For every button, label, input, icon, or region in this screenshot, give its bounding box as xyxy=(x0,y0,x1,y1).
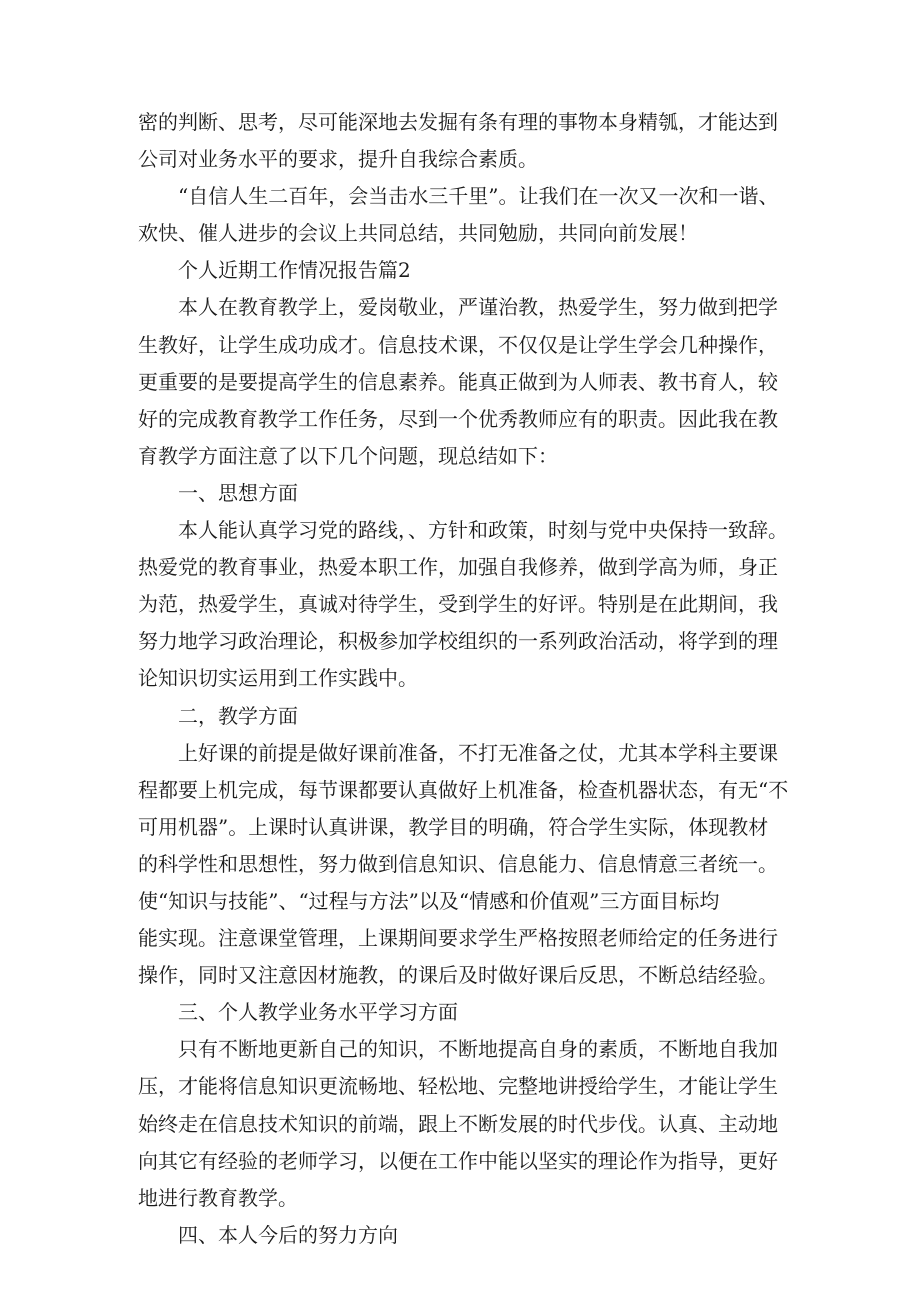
text-line: 程都要上机完成，每节课都要认真做好上机准备，检查机器状态，有无“不 xyxy=(138,777,789,802)
paragraph-start-line: 本人在教育教学上，爱岗敬业，严谨治教，热爱学生，努力做到把学 xyxy=(178,295,778,320)
text-line: 热爱党的教育事业，热爱本职工作，加强自我修养，做到学高为师，身正 xyxy=(138,555,778,580)
text-line: 密的判断、思考，尽可能深地去发掘有条有理的事物本身精瓠，才能达到 xyxy=(138,110,778,134)
paragraph-start-line: 只有不断地更新自己的知识，不断地提高自身的素质，不断地自我加 xyxy=(178,1037,778,1062)
paragraph-start-line: 三、个人教学业务水平学习方面 xyxy=(178,1000,458,1025)
paragraph-start-line: 四、本人今后的努力方向 xyxy=(178,1222,398,1247)
text-line: 生教好，让学生成功成才。信息技术课，不仅仅是让学生学会几种操作， xyxy=(138,332,778,357)
text-line: 育教学方面注意了以下几个问题，现总结如下： xyxy=(138,443,558,468)
paragraph-start-line: 二，教学方面 xyxy=(178,703,298,728)
text-line: 能实现。注意课堂管理，上课期间要求学生严格按照老师给定的任务进行 xyxy=(138,926,778,951)
text-line: 可用机器”。上课时认真讲课，教学目的明确，符合学生实际，体现教材 xyxy=(138,814,769,839)
paragraph-start-line: 上好课的前提是做好课前准备，不打无准备之仗，尤其本学科主要课 xyxy=(178,740,778,765)
text-line: 好的完成教育教学工作任务，尽到一个优秀教师应有的职责。因此我在教 xyxy=(138,406,778,431)
paragraph-start-line: 一、思想方面 xyxy=(178,480,298,505)
text-line: 地进行教育教学。 xyxy=(138,1185,298,1210)
text-line: 始终走在信息技术知识的前端，跟上不断发展的时代步伐。认真、主动地 xyxy=(138,1111,778,1136)
paragraph-start-line: “自信人生二百年，会当击水三千里”。让我们在一次又一次和一谐、 xyxy=(178,184,779,209)
text-line: 更重要的是要提高学生的信息素养。能真正做到为人师表、教书育人，较 xyxy=(138,369,778,394)
text-line: 公司对业务水平的要求，提升自我综合素质。 xyxy=(138,147,538,172)
paragraph-start-line: 个人近期工作情况报告篇2 xyxy=(178,258,411,283)
document-body xyxy=(138,104,798,1254)
text-line: 使“知识与技能”、“过程与方法”以及“情感和价值观”三方面目标均 xyxy=(138,888,720,913)
text-line: 的科学性和思想性，努力做到信息知识、信息能力、信息情意三者统一。 xyxy=(138,851,778,876)
text-line: 为范，热爱学生，真诚对待学生，受到学生的好评。特别是在此期间，我 xyxy=(138,592,778,617)
text-line: 欢快、催人进步的会议上共同总结，共同勉励，共同向前发展！ xyxy=(138,221,698,246)
text-line: 压，才能将信息知识更流畅地、轻松地、完整地讲授给学生，才能让学生 xyxy=(138,1074,778,1099)
text-line: 论知识切实运用到工作实践中。 xyxy=(138,666,418,691)
text-line: 操作，同时又注意因材施教，的课后及时做好课后反思，不断总结经验。 xyxy=(138,963,778,988)
text-line: 向其它有经验的老师学习，以便在工作中能以坚实的理论作为指导，更好 xyxy=(138,1148,778,1173)
paragraph-start-line: 本人能认真学习党的路线，、方针和政策，时刻与党中央保持一致辞。 xyxy=(178,518,788,543)
text-line: 努力地学习政治理论，积极参加学校组织的一系列政治活动，将学到的理 xyxy=(138,629,778,654)
